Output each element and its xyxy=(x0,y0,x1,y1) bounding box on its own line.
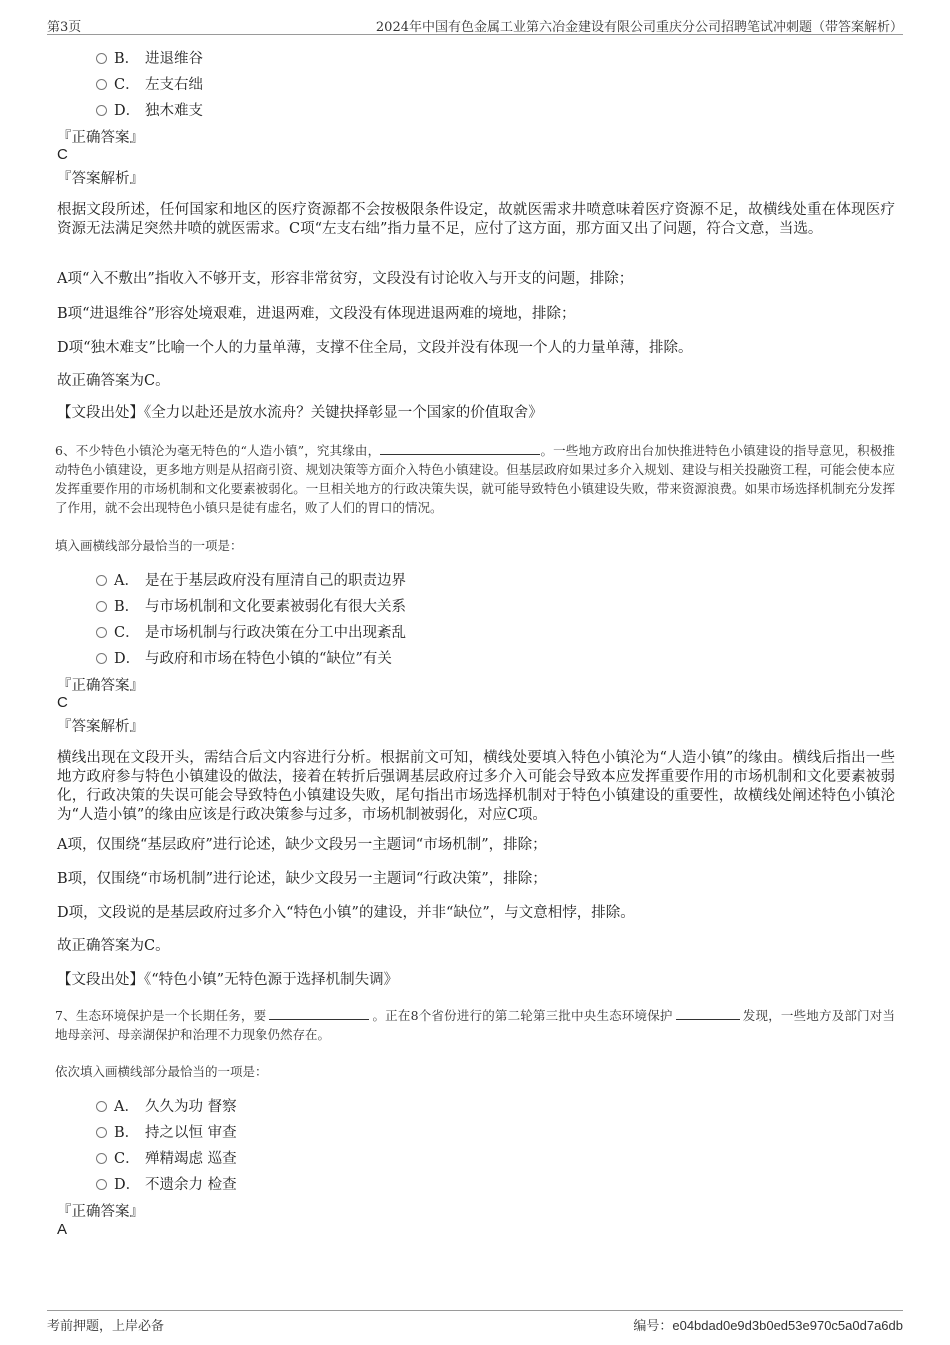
q7-answer: A xyxy=(57,1221,68,1238)
fill-blank xyxy=(380,442,540,455)
radio-icon[interactable] xyxy=(96,653,107,664)
q6-conclusion: 故正确答案为C。 xyxy=(57,938,170,954)
q7-option-a[interactable]: A． 久久为功 督察 xyxy=(96,1095,237,1115)
q5-source: 【文段出处】《全力以赴还是放水流舟？关键抉择彰显一个国家的价值取舍》 xyxy=(57,405,543,421)
page-header xyxy=(47,14,903,35)
q6-option-a[interactable]: A． 是在于基层政府没有厘清自己的职责边界 xyxy=(96,569,406,589)
q5-option-d[interactable]: D． 独木难支 xyxy=(96,99,203,119)
fill-blank-1 xyxy=(269,1007,369,1020)
q6-point-b: B项，仅围绕“市场机制”进行论述，缺少文段另一主题词“行政决策”，排除； xyxy=(57,871,547,887)
q5-point-d: D项“独木难支”比喻一个人的力量单薄，支撑不住全局，文段并没有体现一个人的力量单薄，排除。 xyxy=(57,340,693,356)
q7-stem: 7、生态环境保护是一个长期任务，要 。正在8个省份进行的第二轮第三批中央生态环境保护 发现，一些地方及部门对当地母亲河、母亲湖保护和治理不力现象仍然存在。 xyxy=(55,1008,895,1042)
q6-analysis: 横线出现在文段开头，需结合后文内容进行分析。根据前文可知，横线处要填入特色小镇沦为“人造小镇”的缘由。横线后指出一些地方政府参与特色小镇建设的做法，接着在转折后强调基层政府过多介入可能会导致本应发挥重要作用的市场机制和文化要素被弱化，行政决策的失误可能会导致特色小镇建设失败，尾句指出市场选择机制对于特色小镇建设的重要性，故横线处阐述特色小镇沦为“人造小镇”的缘由应该是行政决策参与过多，市场机制被弱化，对应C项。 xyxy=(57,750,895,823)
q5-answer: C xyxy=(57,146,68,163)
q6-option-b[interactable]: B． 与市场机制和文化要素被弱化有很大关系 xyxy=(96,595,406,615)
q6-option-c[interactable]: C． 是市场机制与行政决策在分工中出现紊乱 xyxy=(96,621,406,641)
footer-code: 编号：e04bdad0e9d3b0ed53e970c5a0d7a6db xyxy=(633,1318,903,1334)
q7-option-c[interactable]: C． 殚精竭虑 巡查 xyxy=(96,1147,237,1167)
q7-answer-label: 『正确答案』 xyxy=(57,1204,144,1220)
q6-prompt: 填入画横线部分最恰当的一项是： xyxy=(55,538,243,553)
footer-slogan: 考前押题，上岸必备 xyxy=(47,1319,165,1334)
q5-point-b: B项“进退维谷”形容处境艰难，进退两难，文段没有体现进退两难的境地，排除； xyxy=(57,306,576,322)
q5-analysis-label: 『答案解析』 xyxy=(57,171,144,187)
document-title: 2024年中国有色金属工业第六冶金建设有限公司重庆分公司招聘笔试冲刺题（带答案解析） xyxy=(375,20,903,35)
radio-icon[interactable] xyxy=(96,79,107,90)
q5-point-a: A项“入不敷出”指收入不够开支，形容非常贫穷，文段没有讨论收入与开支的问题，排除； xyxy=(57,271,634,287)
q6-point-d: D项，文段说的是基层政府过多介入“特色小镇”的建设，并非“缺位”，与文意相悖，排除。 xyxy=(57,905,635,921)
radio-icon[interactable] xyxy=(96,601,107,612)
q6-answer-label: 『正确答案』 xyxy=(57,678,144,694)
page-footer xyxy=(47,1310,903,1335)
q6-stem: 6、不少特色小镇沦为毫无特色的“人造小镇”，究其缘由， 。一些地方政府出台加快推进特色小镇建设的指导意见，积极推动特色小镇建设，更多地方则是从招商引资、规划决策等方面介入特色小镇建设。但基层政府如果过多介入规划、建设与相关投融资工程，可能会使本应发挥重要作用的市场机制和文化要素被弱化。一旦相关地方的行政决策失误，就可能导致特色小镇建设失败，带来资源浪费。如果市场选择机制充分发挥了作用，就不会出现特色小镇只是徒有虚名，败了人们的胃口的情况。 xyxy=(55,443,895,515)
q6-source: 【文段出处】《“特色小镇”无特色源于选择机制失调》 xyxy=(57,972,399,988)
radio-icon[interactable] xyxy=(96,575,107,586)
q6-answer: C xyxy=(57,694,68,711)
q7-option-b[interactable]: B． 持之以恒 审查 xyxy=(96,1121,237,1141)
radio-icon[interactable] xyxy=(96,53,107,64)
q7-option-d[interactable]: D． 不遗余力 检查 xyxy=(96,1173,237,1193)
radio-icon[interactable] xyxy=(96,1101,107,1112)
q5-analysis: 根据文段所述，任何国家和地区的医疗资源都不会按极限条件设定，故就医需求井喷意味着医疗资源不足，故横线处重在体现医疗资源无法满足突然井喷的就医需求。C项“左支右绌”指力量不足，应付了这方面，那方面又出了问题，符合文意，当选。 xyxy=(57,202,895,237)
fill-blank-2 xyxy=(676,1007,740,1020)
radio-icon[interactable] xyxy=(96,105,107,116)
radio-icon[interactable] xyxy=(96,1153,107,1164)
q7-prompt: 依次填入画横线部分最恰当的一项是： xyxy=(55,1064,268,1079)
radio-icon[interactable] xyxy=(96,1179,107,1190)
radio-icon[interactable] xyxy=(96,627,107,638)
q6-option-d[interactable]: D． 与政府和市场在特色小镇的“缺位”有关 xyxy=(96,647,392,667)
q5-option-b[interactable]: B． 进退维谷 xyxy=(96,47,203,67)
page-number: 第3页 xyxy=(47,20,82,35)
q6-point-a: A项，仅围绕“基层政府”进行论述，缺少文段另一主题词“市场机制”，排除； xyxy=(57,837,547,853)
radio-icon[interactable] xyxy=(96,1127,107,1138)
q5-option-c[interactable]: C． 左支右绌 xyxy=(96,73,203,93)
q5-conclusion: 故正确答案为C。 xyxy=(57,373,170,389)
q6-analysis-label: 『答案解析』 xyxy=(57,719,144,735)
q5-answer-label: 『正确答案』 xyxy=(57,130,144,146)
